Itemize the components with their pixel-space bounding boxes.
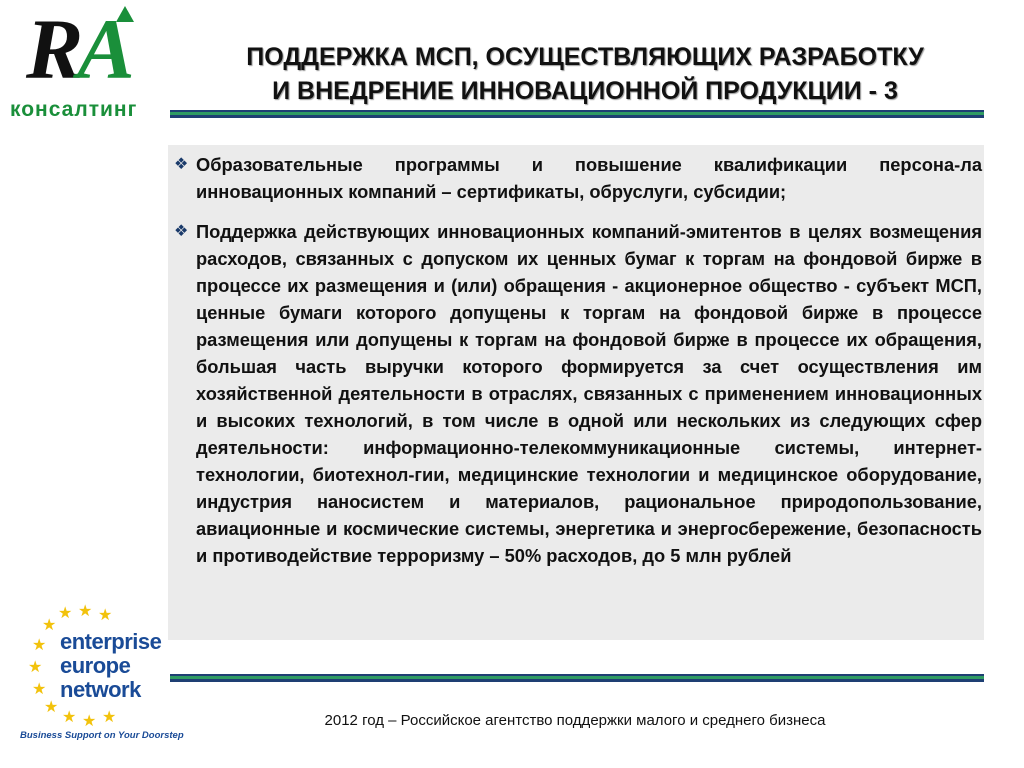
logo-mark: RA	[26, 1, 129, 97]
logo-text: консалтинг	[10, 98, 138, 121]
page-title	[182, 40, 988, 108]
enterprise-europe-network-logo	[18, 603, 184, 744]
star-icon: ★	[82, 713, 97, 730]
list-item	[174, 218, 982, 569]
list-item-text: Образовательные программы и повышение квалификации персона-ла инновационных компаний – сертификаты, обруслуги, субсидии;	[196, 154, 982, 202]
een-tagline: Business Support on Your Doorstep	[20, 730, 184, 741]
diamond-bullet-icon: ❖	[174, 223, 189, 240]
star-icon: ★	[44, 699, 59, 716]
star-icon: ★	[58, 605, 73, 622]
een-word-2: europe	[60, 653, 131, 678]
ra-consulting-logo	[6, 1, 176, 124]
title-line-2: И ВНЕДРЕНИЕ ИННОВАЦИОННОЙ ПРОДУКЦИИ - 3	[272, 77, 898, 105]
star-icon: ★	[32, 681, 47, 698]
diamond-bullet-icon: ❖	[174, 156, 189, 173]
star-icon: ★	[42, 617, 57, 634]
footer-divider	[170, 674, 984, 682]
list-item	[174, 151, 982, 205]
star-icon: ★	[102, 709, 117, 726]
star-icon: ★	[98, 607, 113, 624]
star-icon: ★	[78, 603, 93, 620]
star-icon: ★	[28, 659, 43, 676]
footer-text: 2012 год – Российское агентство поддержки малого и среднего бизнеса	[324, 712, 826, 729]
een-word-1: enterprise	[60, 629, 162, 654]
header-divider	[170, 110, 984, 118]
een-word-3: network	[60, 677, 141, 702]
star-icon: ★	[32, 637, 47, 654]
list-item-text: Поддержка действующих инновационных компаний-эмитентов в целях возмещения расходов, связанных с допуском их ценных бумаг к торгам на фондовой бирже в процессе их размещения и (или) обращения - акционерное общество - субъект МСП, ценные бумаги которого допущены к торгам на фондовой бирже в процессе размещения или допущены к торгам на фондовой бирже в процессе их обращения, большая часть выручки которого формируется за счет осуществления им хозяйственной деятельности в отраслях, связанных с применением инновационных и высоких технологий, в том числе в одной или нескольких из следующих сфер деятельности: информационно-телекоммуникационные системы, интернет-технологии, биотехнол-гии, медицинские технологии и медицинское оборудование, индустрия наносистем и материалов, рациональное природопользование, авиационные и космические системы, энергетика и энергосбережение, безопасность и противодействие терроризму – 50% расходов, до 5 млн рублей	[196, 221, 982, 566]
star-icon: ★	[62, 709, 77, 726]
title-line-1: ПОДДЕРЖКА МСП, ОСУЩЕСТВЛЯЮЩИХ РАЗРАБОТКУ	[246, 43, 924, 71]
